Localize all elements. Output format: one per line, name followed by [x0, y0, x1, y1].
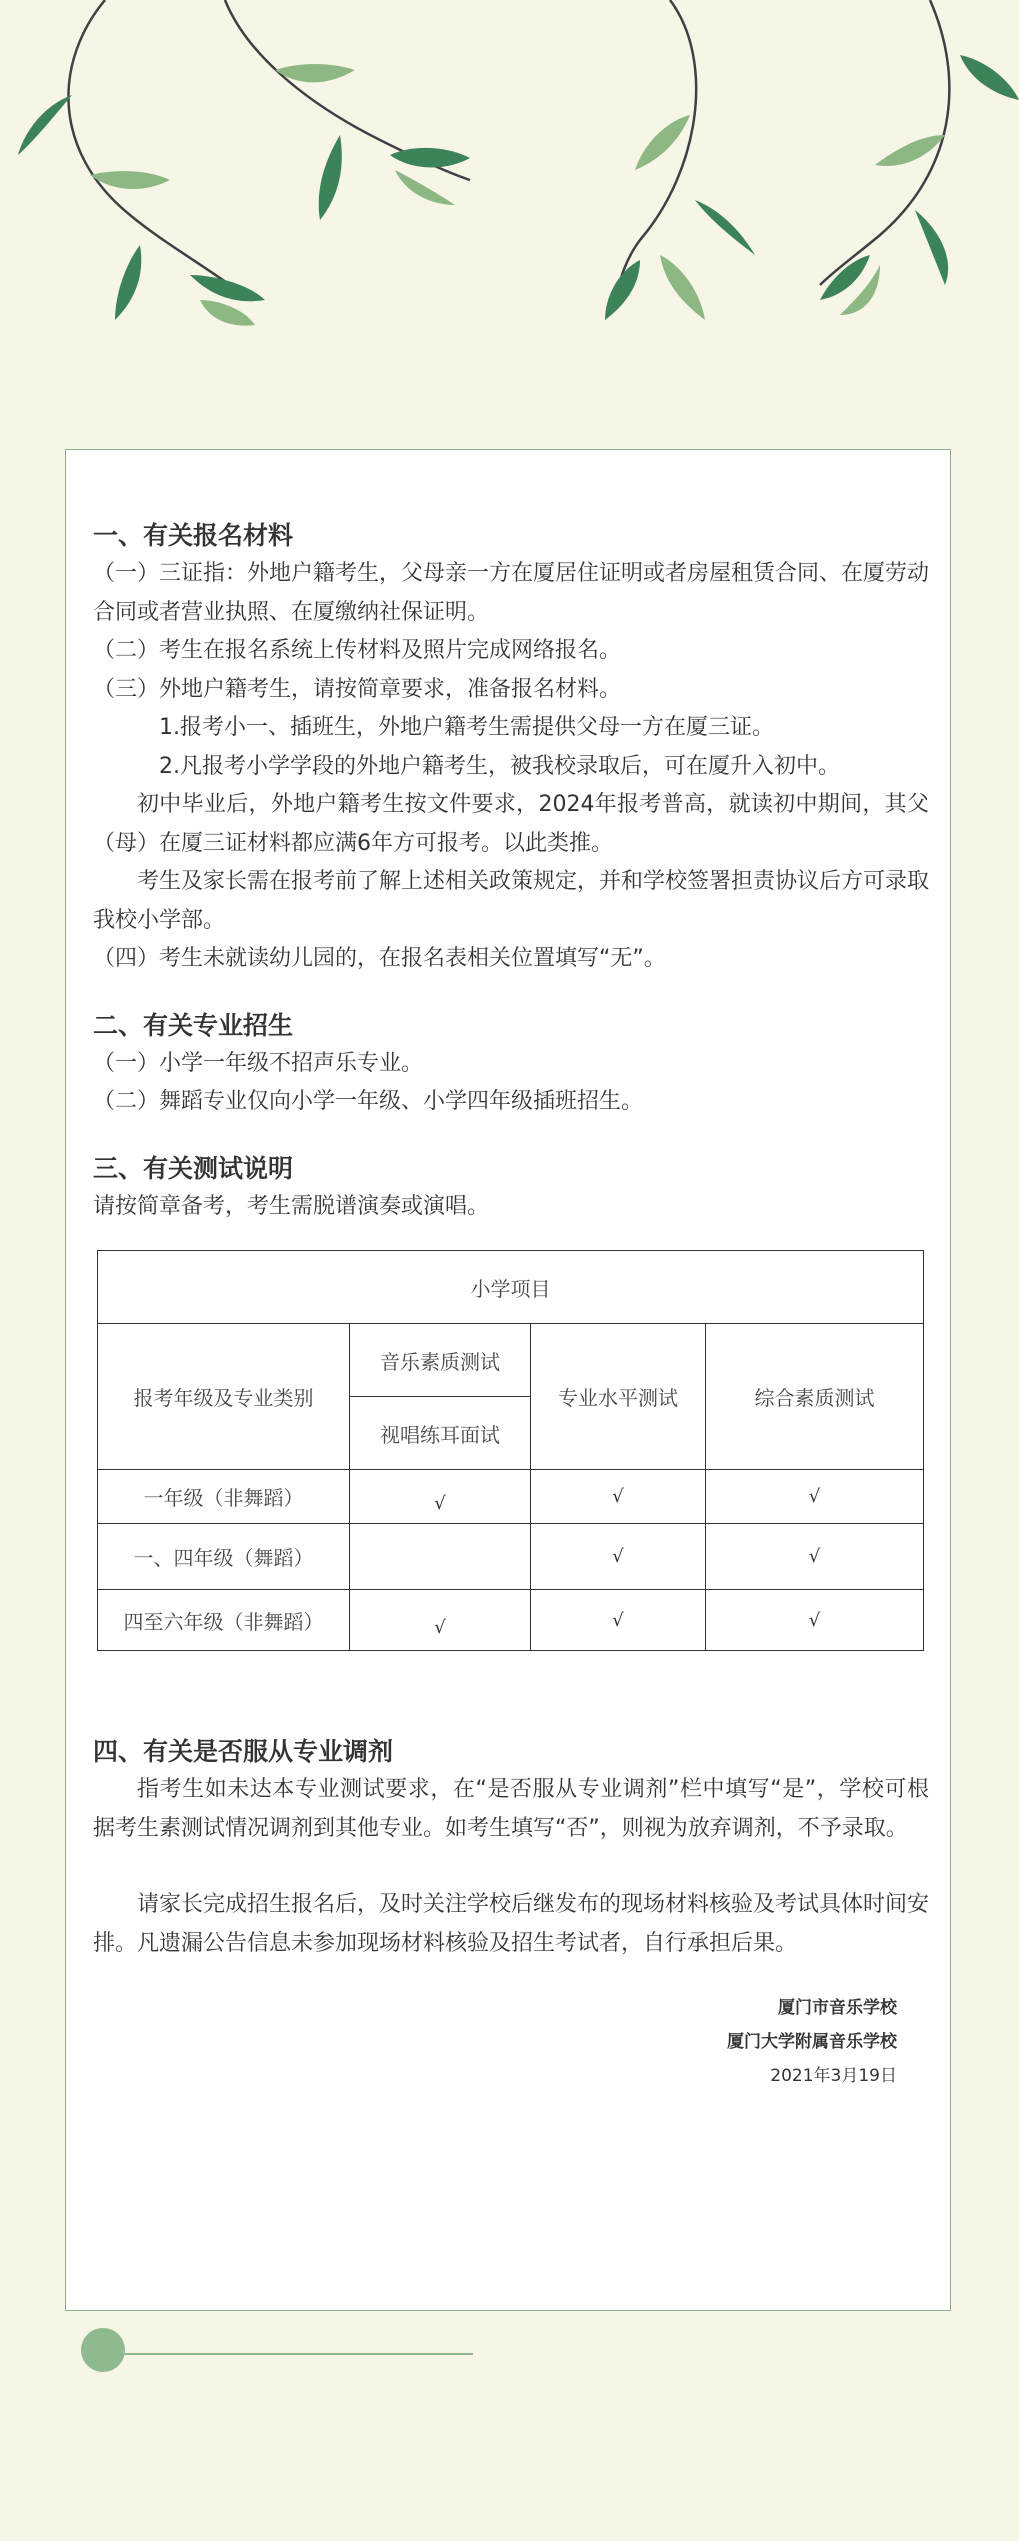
notice-paragraph: 请家长完成招生报名后，及时关注学校后继发布的现场材料核验及考试具体时间安排。凡遗漏公告信息未参加现场材料核验及招生考试者，自行承担后果。: [93, 1892, 930, 1956]
section-1-para-2: （二）考生在报名系统上传材料及照片完成网络报名。: [93, 638, 622, 663]
section-1-heading: 一、有关报名材料: [93, 521, 294, 550]
leaf-vine-decoration: [0, 0, 1019, 360]
section-1-para-3: （三）外地户籍考生，请按简章要求，准备报名材料。: [93, 676, 622, 702]
section-4-heading: 四、有关是否服从专业调剂: [93, 1737, 394, 1766]
table-title: 小学项目: [98, 1251, 924, 1324]
check-cell: √: [531, 1590, 706, 1651]
signature-block: [93, 1991, 929, 2093]
section-1-para-1: （一）三证指：外地户籍考生，父母亲一方在厦居住证明或者房屋租赁合同、在厦劳动合同或者营业执照、在厦缴纳社保证明。: [93, 561, 930, 625]
section-2-para-1: （一）小学一年级不招声乐专业。: [93, 1050, 424, 1076]
row-label: 一、四年级（舞蹈）: [98, 1524, 350, 1590]
section-2-para-2: （二）舞蹈专业仅向小学一年级、小学四年级插班招生。: [93, 1089, 644, 1114]
table-row: [98, 1470, 924, 1524]
check-cell: [350, 1524, 531, 1590]
row-label: 四至六年级（非舞蹈）: [98, 1590, 350, 1651]
signature-school-1: 厦门市音乐学校: [778, 1998, 897, 2018]
signature-school-2: 厦门大学附属音乐学校: [727, 2032, 897, 2052]
header-professional: 专业水平测试: [531, 1324, 706, 1470]
content-body: [93, 517, 929, 2093]
row-label: 一年级（非舞蹈）: [98, 1470, 350, 1524]
table-row: [98, 1590, 924, 1651]
section-3-para-1: 请按简章备考，考生需脱谱演奏或演唱。: [93, 1193, 490, 1219]
check-cell: √: [706, 1470, 924, 1524]
check-cell: √: [350, 1470, 531, 1524]
check-cell: √: [531, 1524, 706, 1590]
footer-dot: [81, 2328, 125, 2372]
header-grade-category: 报考年级及专业类别: [98, 1324, 350, 1470]
section-1-para-7: 考生及家长需在报考前了解上述相关政策规定，并和学校签署担责协议后方可录取我校小学部。: [93, 869, 930, 933]
check-cell: √: [706, 1590, 924, 1651]
check-cell: √: [531, 1470, 706, 1524]
section-4-para-1: 指考生如未达本专业测试要求，在“是否服从专业调剂”栏中填写“是”，学校可根据考生素测试情况调剂到其他专业。如考生填写“否”，则视为放弃调剂，不予录取。: [93, 1777, 929, 1841]
footer-divider: [103, 2353, 473, 2355]
header-sight-singing: 视唱练耳面试: [350, 1397, 531, 1470]
section-2-heading: 二、有关专业招生: [93, 1010, 294, 1040]
check-cell: √: [350, 1590, 531, 1651]
table-row: [98, 1524, 924, 1590]
section-1-para-4: 1.报考小一、插班生，外地户籍考生需提供父母一方在厦三证。: [159, 715, 774, 740]
test-items-table: [97, 1250, 924, 1651]
section-1-para-5: 2.凡报考小学学段的外地户籍考生，被我校录取后，可在厦升入初中。: [159, 753, 840, 779]
signature-date: 2021年3月19日: [770, 2066, 897, 2086]
content-card: [65, 449, 951, 2311]
section-1-para-6: 初中毕业后，外地户籍考生按文件要求，2024年报考普高，就读初中期间，其父（母）在厦三证材料都应满6年方可报考。以此类推。: [93, 792, 929, 856]
check-cell: √: [706, 1524, 924, 1590]
section-1-para-8: （四）考生未就读幼儿园的，在报名表相关位置填写“无”。: [93, 946, 666, 971]
section-3-heading: 三、有关测试说明: [93, 1153, 294, 1183]
header-music-quality: 音乐素质测试: [350, 1324, 531, 1397]
header-comprehensive: 综合素质测试: [706, 1324, 924, 1470]
